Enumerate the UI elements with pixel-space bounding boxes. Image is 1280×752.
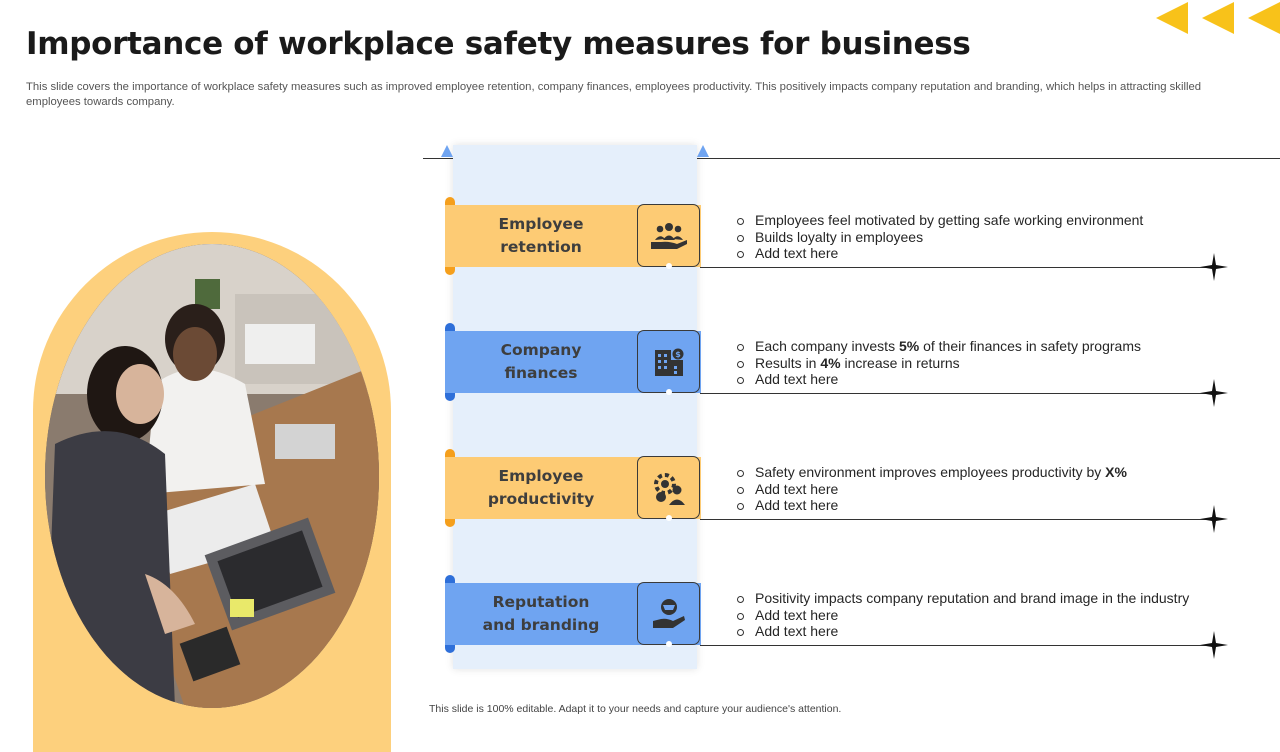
item-label: Employee productivity (487, 467, 595, 508)
item-divider (700, 645, 1212, 646)
item-divider (700, 393, 1212, 394)
sparkle-icon (1200, 379, 1228, 407)
connector-dot (666, 641, 672, 647)
bullet-text: Add text here (736, 371, 1141, 388)
bullet-text: Employees feel motivated by getting safe working environment (736, 212, 1143, 229)
bullet-text: Each company invests 5% of their finances in safety programs (736, 338, 1141, 355)
item-employee-retention (445, 205, 701, 267)
item-bullets (736, 464, 1127, 514)
right-notch (697, 145, 709, 157)
gear-worker-icon (637, 456, 700, 519)
bullet-text: Add text here (736, 607, 1189, 624)
bullet-text: Add text here (736, 245, 1143, 262)
arrow-left-icon (1156, 2, 1188, 34)
decorative-arrows (1150, 0, 1280, 36)
bullet-text: Results in 4% increase in returns (736, 355, 1141, 372)
connector-dot (666, 389, 672, 395)
item-label: Reputation and branding (482, 593, 600, 634)
bullet-text: Safety environment improves employees productivity by X% (736, 464, 1127, 481)
people-hand-icon (637, 204, 700, 267)
item-bullets (736, 212, 1143, 262)
arrow-left-icon (1202, 2, 1234, 34)
bullet-text: Builds loyalty in employees (736, 229, 1143, 246)
footer-note: This slide is 100% editable. Adapt it to your needs and capture your audience's attention. (429, 703, 842, 715)
item-divider (700, 519, 1212, 520)
sparkle-icon (1200, 505, 1228, 533)
bullet-text: Add text here (736, 481, 1127, 498)
item-reputation-branding (445, 583, 701, 645)
item-employee-productivity (445, 457, 701, 519)
item-bullets (736, 338, 1141, 388)
connector-dot (666, 515, 672, 521)
slide-title: Importance of workplace safety measures for business (26, 26, 971, 62)
bullet-text: Positivity impacts company reputation and brand image in the industry (736, 590, 1189, 607)
connector-dot (666, 263, 672, 269)
arrow-left-icon (1248, 2, 1280, 34)
sparkle-icon (1200, 253, 1228, 281)
item-label: Employee retention (498, 215, 584, 256)
left-notch (441, 145, 453, 157)
sparkle-icon (1200, 631, 1228, 659)
building-dollar-icon (637, 330, 700, 393)
item-company-finances (445, 331, 701, 393)
bullet-text: Add text here (736, 497, 1127, 514)
bullet-text: Add text here (736, 623, 1189, 640)
item-divider (700, 267, 1212, 268)
hand-badge-icon (637, 582, 700, 645)
svg-text:$: $ (674, 349, 681, 359)
item-label: Company finances (500, 341, 582, 382)
office-team-photo (45, 244, 379, 708)
slide-subtitle: This slide covers the importance of workplace safety measures such as improved employee retention, company finances, employees productivity. This positively impacts company reputation and branding, which helps in attracting skilled employees towards company. (26, 81, 1202, 108)
item-bullets (736, 590, 1189, 640)
